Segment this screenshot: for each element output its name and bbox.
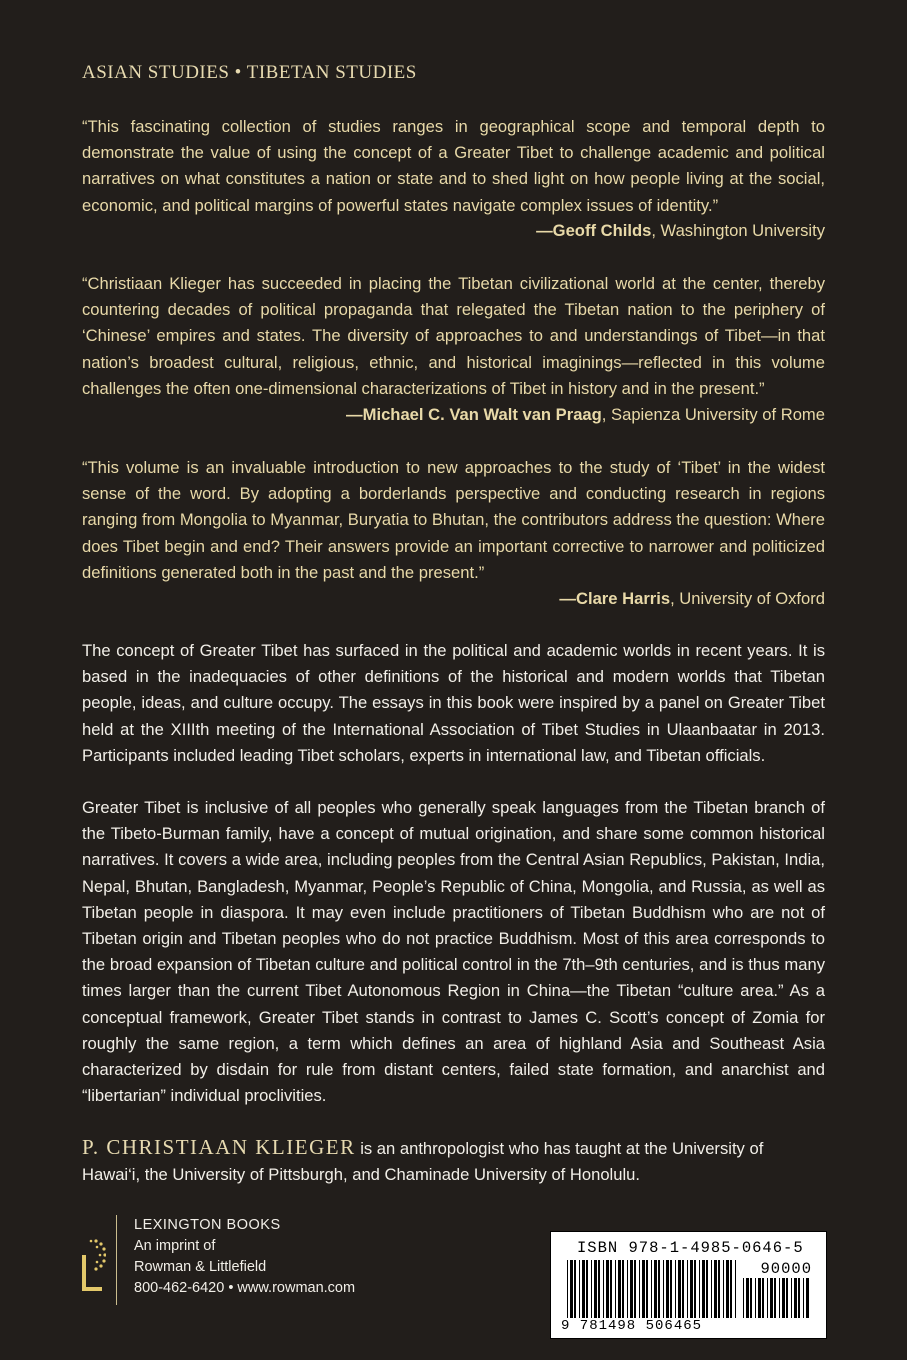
endorsement-attribution-2 bbox=[346, 402, 825, 428]
endorser-name: Michael C. Van Walt van Praag bbox=[362, 405, 602, 424]
endorser-affiliation: , Sapienza University of Rome bbox=[601, 405, 825, 424]
publisher-logo-icon bbox=[82, 1235, 106, 1291]
endorsement-quote-1: “This fascinating collection of studies ranges in geographical scope and temporal depth to demonstrate the value of using the concept of a Greater Tibet to challenge academic and political narratives on what constitutes a nation or state and to shed light on how people living at the social, economic, and political margins of powerful states navigate complex issues of identity.” bbox=[82, 117, 825, 215]
endorser-name: Clare Harris bbox=[575, 589, 671, 608]
endorser-affiliation: , Washington University bbox=[651, 221, 825, 240]
author-bio-text: is an anthropologist who has taught at the University of Hawai‘i, the University of Pittsburgh, and Chaminade University of Honolulu. bbox=[82, 1139, 764, 1185]
description-paragraph-2: Greater Tibet is inclusive of all peoples who generally speak languages from the Tibetan branch of the Tibeto-Burman family, have a concept of mutual origination, and share some common historical narratives. It covers a wide area, including peoples from the Central Asian Republics, Pakistan, India, Nepal, Bhutan, Bangladesh, Myanmar, People’s Republic of China, Mongolia, and Russia, as well as Tibetan people in diaspora. It may even include practitioners of Tibetan Buddhism who are not of Tibetan origin and Tibetan peoples who do not practice Buddhism. Most of this area corresponds to the broad expansion of Tibetan culture and political control in the 7th–9th centuries, and is thus many times larger than the current Tibet Autonomous Region in China—the Tibetan “culture area.” As a conceptual framework, Greater Tibet stands in contrast to James C. Scott’s concept of Zomia for roughly the same region, a term which defines an area of highland Asia and Southeast Asia characterized by disdain for rule from distant centers, failed state formation, and anarchist and “libertarian” individual proclivities. bbox=[82, 798, 825, 1106]
attribution-dash: — bbox=[559, 589, 576, 608]
isbn-label: ISBN 978-1-4985-0646-5 bbox=[577, 1239, 804, 1257]
publisher-block bbox=[82, 1215, 402, 1305]
barcode-digits: 9 781498 506465 bbox=[561, 1318, 703, 1334]
publisher-text bbox=[134, 1215, 355, 1299]
endorser-name: Geoff Childs bbox=[552, 221, 652, 240]
price-code: 90000 bbox=[760, 1260, 812, 1278]
endorser-affiliation: , University of Oxford bbox=[670, 589, 825, 608]
publisher-contact: 800-462-6420 • www.rowman.com bbox=[134, 1280, 356, 1296]
publisher-imprint-label: An imprint of bbox=[134, 1238, 216, 1254]
category-heading: ASIAN STUDIES • TIBETAN STUDIES bbox=[82, 62, 417, 83]
publisher-divider bbox=[116, 1215, 117, 1305]
publisher-name: LEXINGTON BOOKS bbox=[134, 1217, 281, 1233]
description-paragraph-1: The concept of Greater Tibet has surfaced in the political and academic worlds in recent years. It is based in the inadequacies of other definitions of the historical and modern worlds that Tibetan people, ideas, and culture occupy. The essays in this book were inspired by a panel on Greater Tibet held at the XIIIth meeting of the International Association of Tibet Studies in Ulaanbaatar in 2013. Participants included leading Tibet scholars, experts in international law, and Tibetan officials. bbox=[82, 641, 825, 765]
author-name: P. CHRISTIAAN KLIEGER bbox=[82, 1135, 356, 1159]
endorsement-quote-2: “Christiaan Klieger has succeeded in placing the Tibetan civilizational world at the center, thereby countering decades of political propaganda that relegated the Tibetan nation to the periphery of ‘Chinese’ empires and states. The diversity of approaches to and understandings of Tibet—in that nation’s broadest cultural, religious, ethnic, and historical imaginings—reflected in this volume challenges the often one-dimensional characterizations of Tibet in history and in the present.” bbox=[82, 274, 825, 398]
attribution-dash: — bbox=[536, 221, 553, 240]
barcode-main-bars bbox=[567, 1260, 737, 1318]
barcode bbox=[550, 1231, 827, 1339]
publisher-parent: Rowman & Littlefield bbox=[134, 1259, 267, 1275]
endorsement-attribution-3 bbox=[559, 586, 825, 612]
attribution-dash: — bbox=[346, 405, 363, 424]
author-bio bbox=[82, 1134, 825, 1188]
endorsement-attribution-1 bbox=[536, 218, 825, 244]
endorsement-quote-3: “This volume is an invaluable introduction to new approaches to the study of ‘Tibet’ in the widest sense of the word. By adopting a borderlands perspective and conducting research in regions ranging from Mongolia to Myanmar, Buryatia to Bhutan, the contributors address the question: Where does Tibet begin and end? Their answers provide an important corrective to narrower and politicized definitions generated both in the past and the present.” bbox=[82, 458, 825, 582]
barcode-addon-bars bbox=[743, 1278, 809, 1318]
